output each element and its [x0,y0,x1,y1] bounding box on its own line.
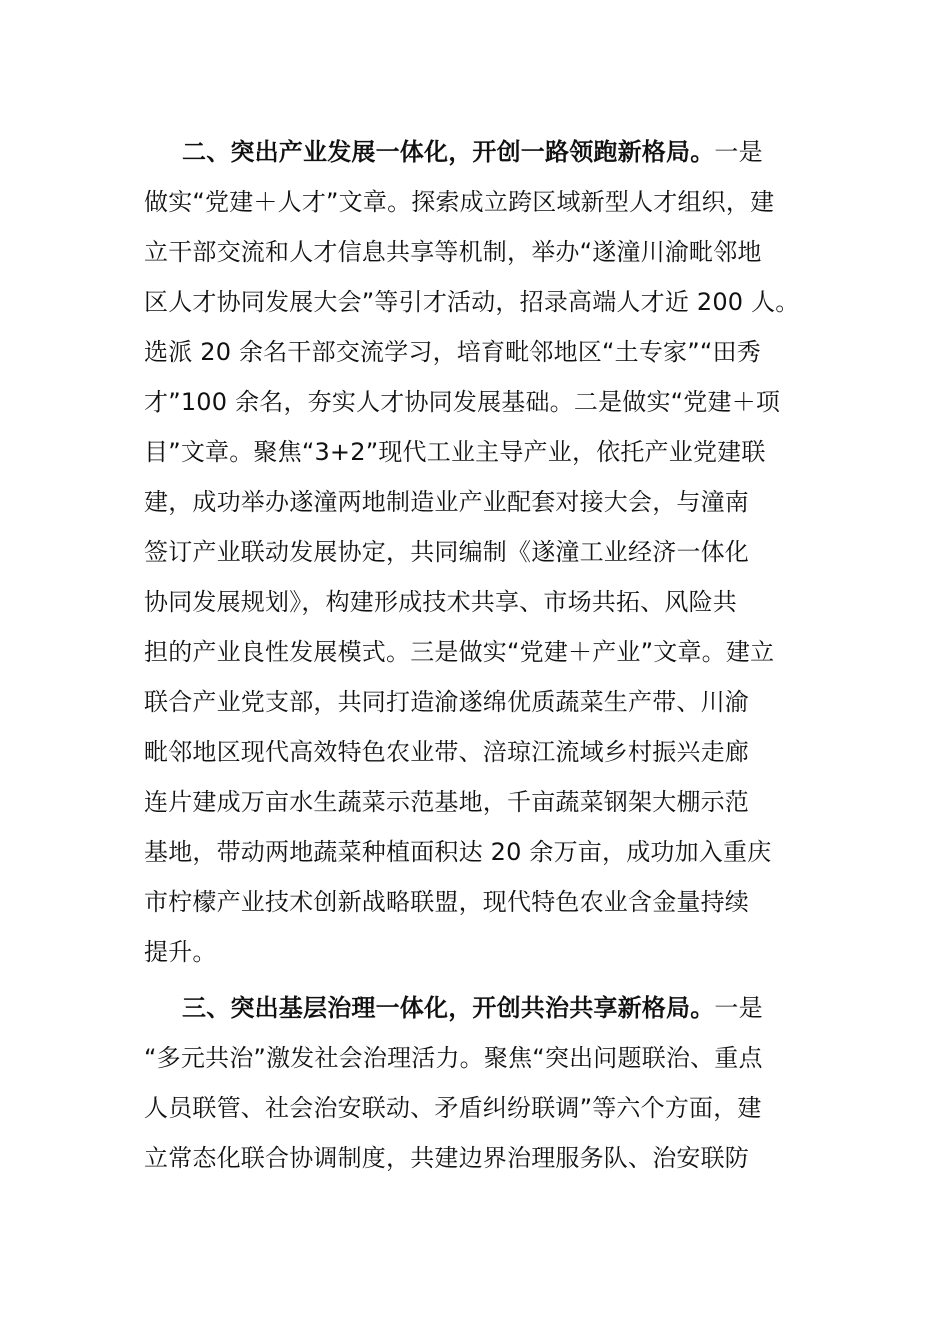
section-2-paragraph [144,127,809,977]
paragraph-line: 目”文章。聚焦“3+2”现代工业主导产业，依托产业党建联 [144,438,766,466]
paragraph-line: “多元共治”激发社会治理活力。聚焦“突出问题联治、重点 [144,1044,763,1072]
paragraph-line: 市柠檬产业技术创新战略联盟，现代特色农业含金量持续 [144,888,749,916]
paragraph-line: 区人才协同发展大会”等引才活动，招录高端人才近 200 人。 [144,288,800,316]
section-heading: 二、突出产业发展一体化，开创一路领跑新格局。 [182,138,715,166]
paragraph-line: 立干部交流和人才信息共享等机制，举办“遂潼川渝毗邻地 [144,238,762,266]
paragraph-line: 连片建成万亩水生蔬菜示范基地，千亩蔬菜钢架大棚示范 [144,788,749,816]
paragraph-line [144,127,809,177]
paragraph-line: 立常态化联合协调制度，共建边界治理服务队、治安联防 [144,1144,749,1172]
paragraph-line: 基地，带动两地蔬菜种植面积达 20 余万亩，成功加入重庆 [144,838,772,866]
paragraph-text: 一是 [714,994,763,1022]
section-heading: 三、突出基层治理一体化，开创共治共享新格局。 [182,994,715,1022]
paragraph-line: 联合产业党支部，共同打造渝遂绵优质蔬菜生产带、川渝 [144,688,749,716]
paragraph-line: 做实“党建＋人才”文章。探索成立跨区域新型人才组织，建 [144,188,775,216]
paragraph-line: 担的产业良性发展模式。三是做实“党建＋产业”文章。建立 [144,638,775,666]
paragraph-text: 一是 [714,138,763,166]
paragraph-line: 选派 20 余名干部交流学习，培育毗邻地区“土专家”“田秀 [144,338,761,366]
paragraph-line: 签订产业联动发展协定，共同编制《遂潼工业经济一体化 [144,538,749,566]
section-3-paragraph [144,983,809,1183]
paragraph-line: 人员联管、社会治安联动、矛盾纠纷联调”等六个方面，建 [144,1094,762,1122]
paragraph-line [144,983,809,1033]
paragraph-line: 毗邻地区现代高效特色农业带、涪琼江流域乡村振兴走廊 [144,738,749,766]
paragraph-line: 提升。 [144,938,217,966]
paragraph-line: 才”100 余名，夯实人才协同发展基础。二是做实“党建＋项 [144,388,781,416]
paragraph-line: 协同发展规划》，构建形成技术共享、市场共拓、风险共 [144,588,737,616]
paragraph-line: 建，成功举办遂潼两地制造业产业配套对接大会，与潼南 [144,488,749,516]
